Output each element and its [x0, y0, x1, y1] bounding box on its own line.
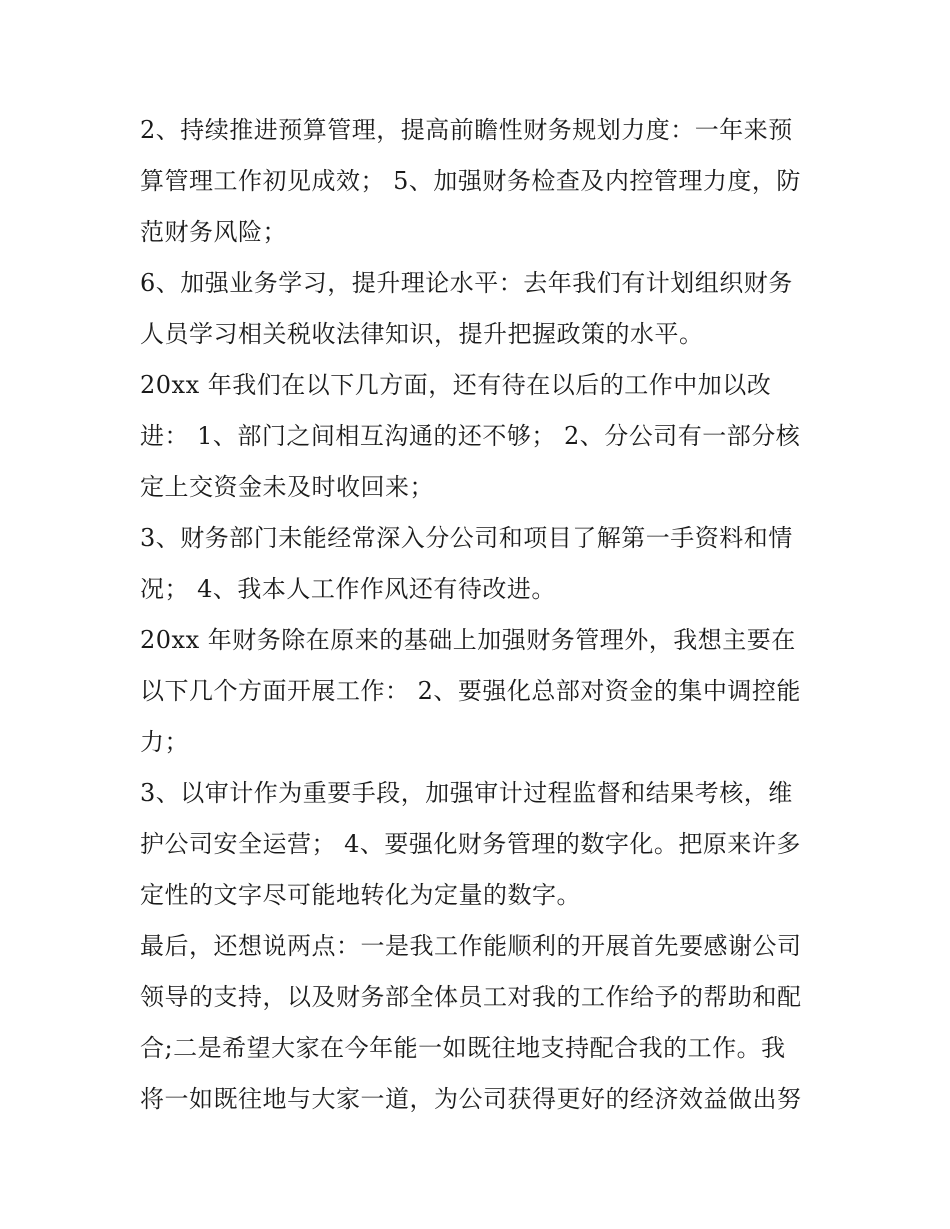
text-line: 人员学习相关税收法律知识，提升把握政策的水平。 — [140, 320, 704, 348]
text-line: 力； — [140, 728, 189, 756]
text-line: 进： 1、部门之间相互沟通的还不够； 2、分公司有一部分核 — [140, 422, 801, 450]
text-line: 将一如既往地与大家一道，为公司获得更好的经济效益做出努 — [140, 1085, 802, 1113]
text-line: 3、以审计作为重要手段，加强审计过程监督和结果考核，维 — [140, 779, 793, 807]
text-line: 合;二是希望大家在今年能一如既往地支持配合我的工作。我 — [140, 1034, 786, 1062]
text-line: 护公司安全运营； 4、要强化财务管理的数字化。把原来许多 — [140, 830, 801, 858]
text-line: 20xx 年财务除在原来的基础上加强财务管理外，我想主要在 — [140, 626, 796, 654]
text-line: 最后，还想说两点：一是我工作能顺利的开展首先要感谢公司 — [140, 932, 802, 960]
text-line: 况； 4、我本人工作作风还有待改进。 — [140, 575, 556, 603]
document-body — [140, 105, 820, 1125]
text-line: 算管理工作初见成效； 5、加强财务检查及内控管理力度，防 — [140, 167, 801, 195]
text-line: 以下几个方面开展工作： 2、要强化总部对资金的集中调控能 — [140, 677, 801, 705]
text-line: 2、持续推进预算管理，提高前瞻性财务规划力度：一年来预 — [140, 116, 793, 144]
text-line: 定上交资金未及时收回来； — [140, 473, 434, 501]
text-line: 领导的支持，以及财务部全体员工对我的工作给予的帮助和配 — [140, 983, 802, 1011]
text-line: 20xx 年我们在以下几方面，还有待在以后的工作中加以改 — [140, 371, 772, 399]
text-line: 定性的文字尽可能地转化为定量的数字。 — [140, 881, 581, 909]
text-line: 3、财务部门未能经常深入分公司和项目了解第一手资料和情 — [140, 524, 793, 552]
text-line: 范财务风险； — [140, 218, 287, 246]
text-line: 6、加强业务学习，提升理论水平：去年我们有计划组织财务 — [140, 269, 793, 297]
